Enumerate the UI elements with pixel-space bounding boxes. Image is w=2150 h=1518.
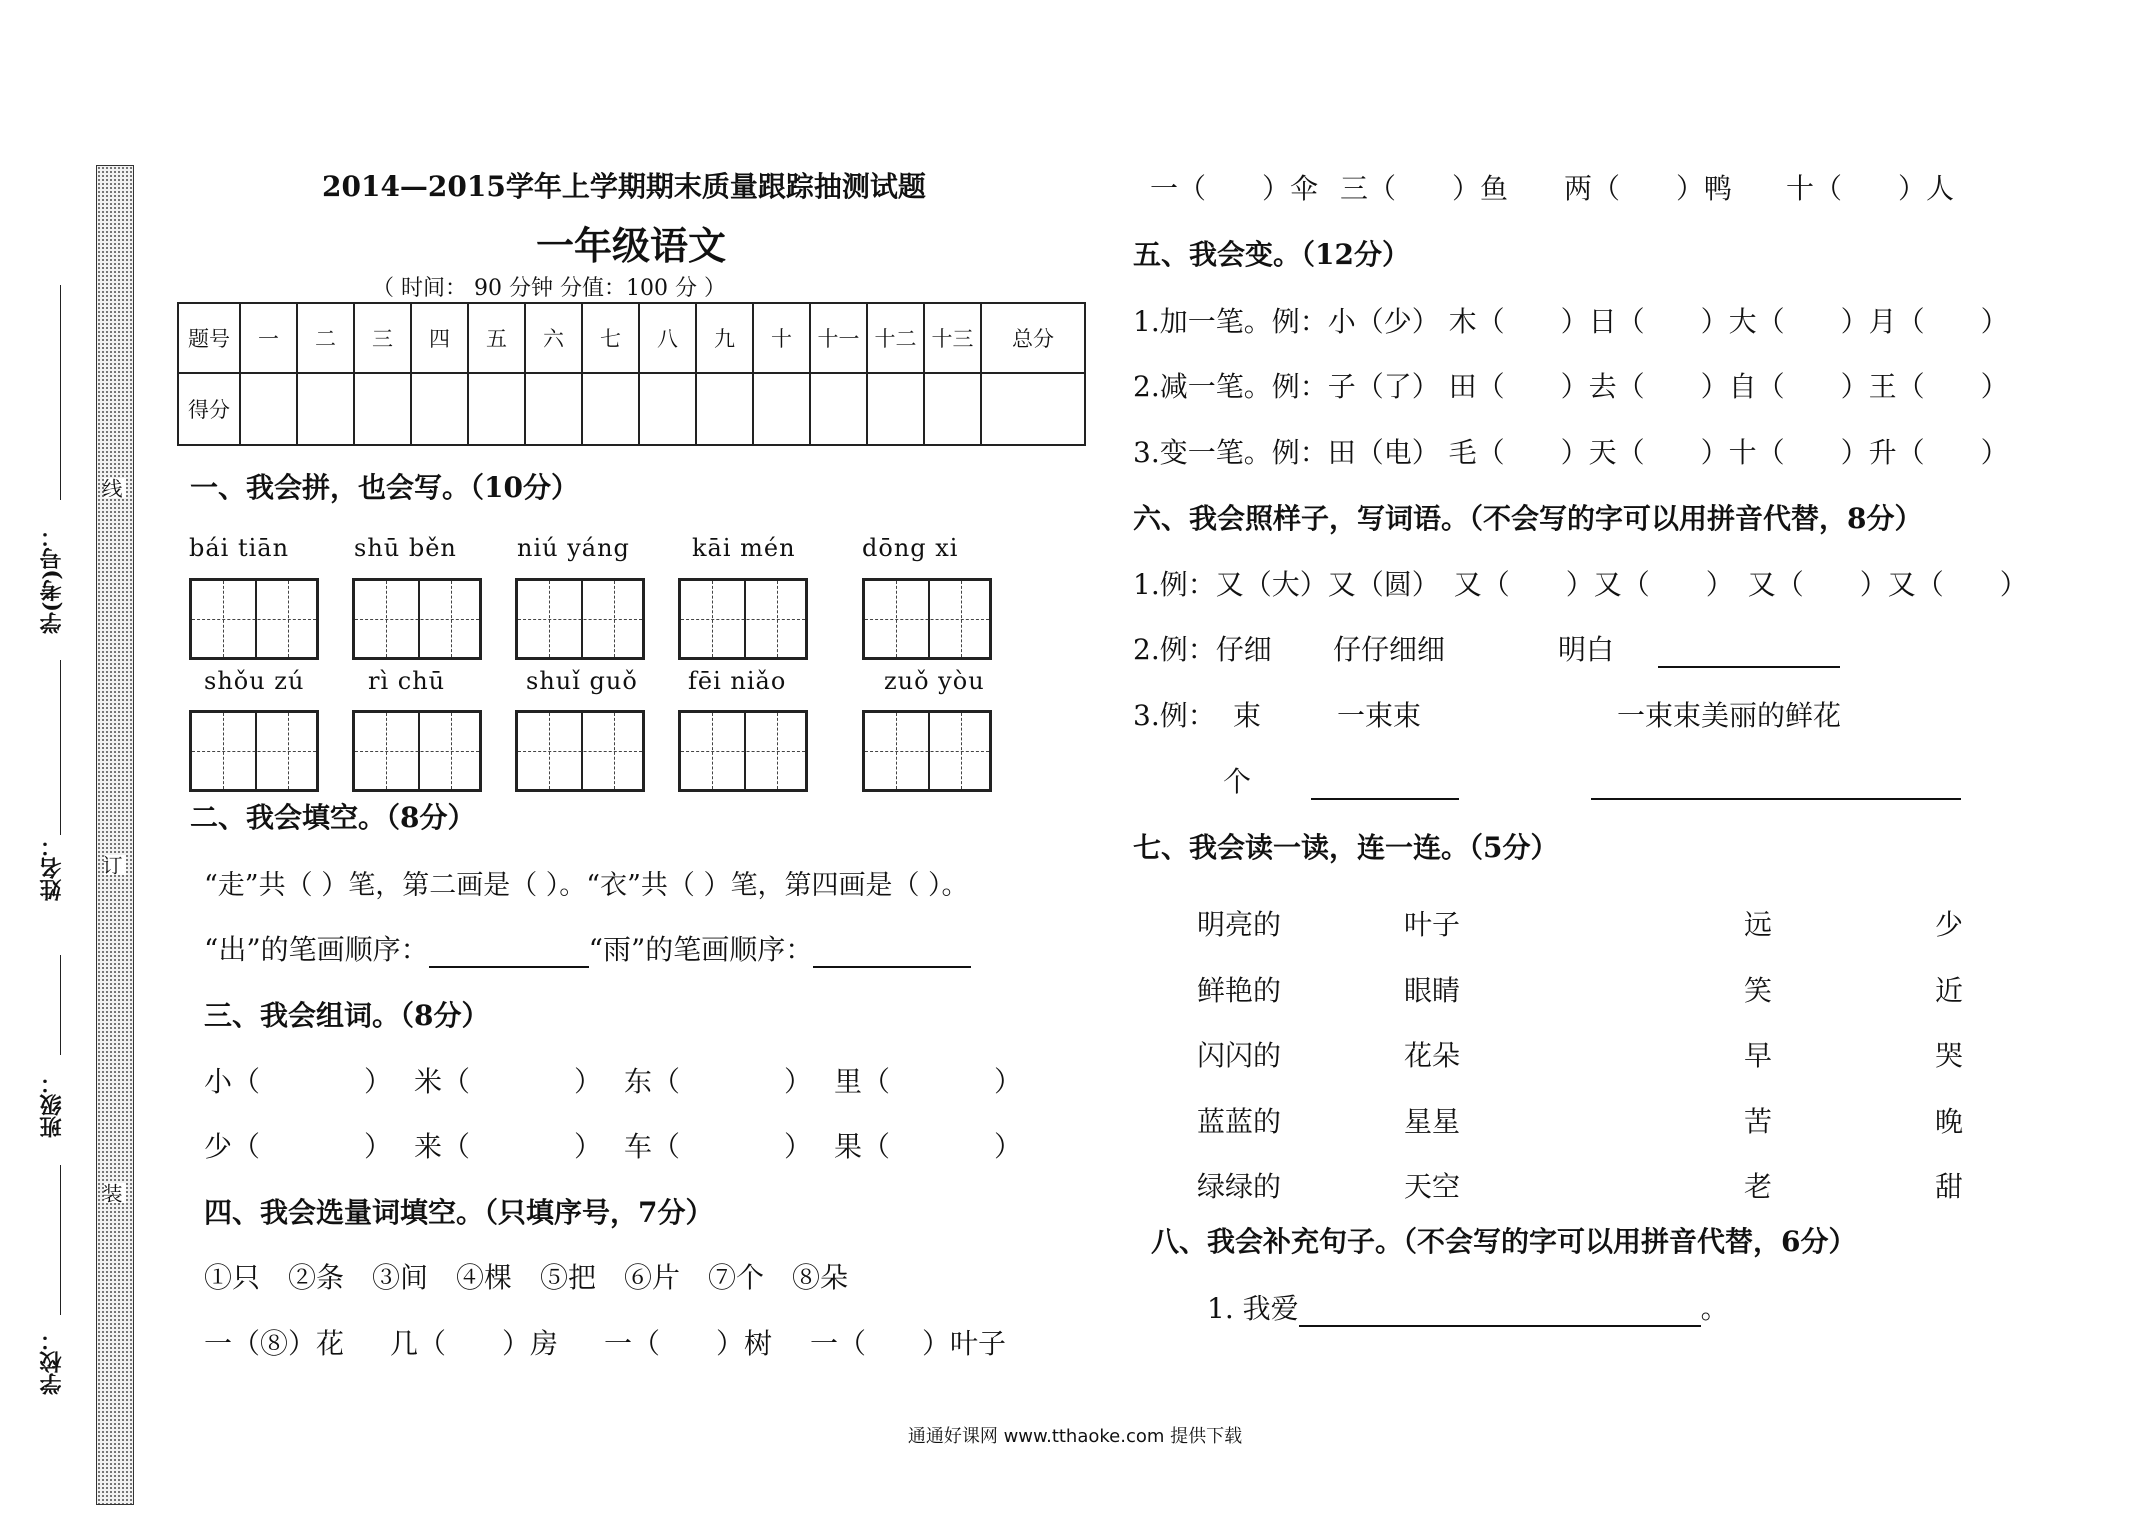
section-1-heading: 一、我会拼，也会写。（10分） <box>190 471 579 504</box>
pinyin-label: niú yáng <box>517 534 630 562</box>
school-line <box>60 1165 61 1315</box>
score-cell[interactable] <box>525 373 582 445</box>
score-cell[interactable] <box>354 373 411 445</box>
score-col-11: 十一 <box>810 303 867 373</box>
score-col-3: 三 <box>354 303 411 373</box>
match-item[interactable]: 甜 <box>1935 1170 1964 1203</box>
score-cell[interactable] <box>867 373 924 445</box>
match-item[interactable]: 近 <box>1935 973 1964 1007</box>
writing-grid-box[interactable] <box>678 578 808 660</box>
match-item[interactable]: 明亮的 <box>1197 908 1282 941</box>
match-item[interactable]: 老 <box>1744 1170 1773 1203</box>
score-cell[interactable] <box>639 373 696 445</box>
writing-grid-box[interactable] <box>189 578 319 660</box>
binding-word-staple: 订 <box>104 855 126 875</box>
answer-blank[interactable] <box>1591 768 1961 800</box>
score-cell[interactable] <box>810 373 867 445</box>
match-item[interactable]: 天空 <box>1404 1170 1461 1203</box>
score-col-6: 六 <box>525 303 582 373</box>
score-cell[interactable] <box>411 373 468 445</box>
remove-stroke-question: 2.减一笔。例：子（了） 田（ ）去（ ）自（ ）王（ ） <box>1133 370 2009 403</box>
writing-grid-box[interactable] <box>352 710 482 792</box>
score-col-13: 十三 <box>924 303 981 373</box>
score-col-2: 二 <box>297 303 354 373</box>
pinyin-label: fēi niǎo <box>688 667 787 695</box>
match-item[interactable]: 绿绿的 <box>1197 1170 1282 1203</box>
pinyin-label: bái tiān <box>189 534 290 562</box>
word-group-row: 小（ ） 米（ ） 东（ ） 里（ ） <box>204 1065 1023 1098</box>
score-col-9: 九 <box>696 303 753 373</box>
section-3-heading: 三、我会组词。（8分） <box>204 999 490 1032</box>
writing-grid-box[interactable] <box>189 710 319 792</box>
complete-sentence-question: 1. 我爱 。 <box>1207 1292 1729 1325</box>
match-item[interactable]: 笑 <box>1744 973 1773 1007</box>
match-item[interactable]: 少 <box>1935 908 1964 941</box>
score-col-4: 四 <box>411 303 468 373</box>
match-item[interactable]: 星星 <box>1404 1104 1461 1138</box>
match-item[interactable]: 鲜艳的 <box>1197 973 1282 1007</box>
match-item[interactable]: 早 <box>1744 1039 1773 1072</box>
page-footer: 通通好课网 www.tthaoke.com 提供下载 <box>907 1426 1243 1447</box>
writing-grid-box[interactable] <box>515 578 645 660</box>
score-cell[interactable] <box>582 373 639 445</box>
match-column-antonyms-right <box>1935 892 1963 1220</box>
name-line <box>60 660 61 835</box>
pinyin-label: shū běn <box>354 534 457 562</box>
exam-meta: （ 时间： 90 分钟 分值：100 分 ） <box>372 276 726 301</box>
exam-title: 2014—2015学年上学期期末质量跟踪抽测试题 <box>322 170 926 203</box>
score-row-label: 题号 <box>178 303 240 373</box>
score-col-5: 五 <box>468 303 525 373</box>
answer-blank[interactable] <box>429 936 589 968</box>
pattern-question-3-answer: 个 <box>1223 760 1961 800</box>
add-stroke-question: 1.加一笔。例：小（少） 木（ ）日（ ）大（ ）月（ ） <box>1133 305 2009 338</box>
match-item[interactable]: 叶子 <box>1404 908 1461 941</box>
measure-word-options: ①只 ②条 ③间 ④棵 ⑤把 ⑥片 ⑦个 ⑧朵 <box>204 1261 849 1294</box>
word-group-row: 少（ ） 来（ ） 车（ ） 果（ ） <box>204 1130 1023 1163</box>
score-cell[interactable] <box>468 373 525 445</box>
class-label: 班级： <box>39 1072 65 1138</box>
score-col-8: 八 <box>639 303 696 373</box>
score-cell[interactable] <box>753 373 810 445</box>
measure-word-row: 一（⑧）花 几（ ）房 一（ ）树 一（ ）叶子 <box>204 1327 1007 1360</box>
stroke-order-label-yu: “雨”的笔画顺序： <box>588 933 814 966</box>
score-cell[interactable] <box>696 373 753 445</box>
writing-grid-box[interactable] <box>678 710 808 792</box>
pinyin-label: shuǐ guǒ <box>526 667 638 695</box>
match-item[interactable]: 苦 <box>1744 1104 1773 1138</box>
name-label: 姓名： <box>39 835 65 901</box>
score-table-score-row <box>178 373 1085 445</box>
section-8-heading: 八、我会补充句子。（不会写的字可以用拼音代替，6分） <box>1151 1225 1857 1258</box>
score-col-total: 总分 <box>981 303 1085 373</box>
match-item[interactable]: 哭 <box>1935 1039 1964 1072</box>
match-item[interactable]: 远 <box>1744 908 1773 941</box>
binding-word-bind: 装 <box>104 1183 126 1203</box>
score-cell[interactable] <box>924 373 981 445</box>
change-stroke-question: 3.变一笔。例：田（电） 毛（ ）天（ ）十（ ）升（ ） <box>1133 436 2009 469</box>
score-col-12: 十二 <box>867 303 924 373</box>
match-item[interactable]: 晚 <box>1935 1104 1964 1138</box>
section-6-heading: 六、我会照样子，写词语。（不会写的字可以用拼音代替，8分） <box>1133 502 1923 535</box>
measure-word-row: 一（ ）伞 三（ ）鱼 两（ ）鸭 十（ ）人 <box>1150 172 1955 205</box>
stroke-order-label-chu: “出”的笔画顺序： <box>204 933 429 966</box>
pattern-question-3: 3.例： 束 一束束 一束束美丽的鲜花 <box>1133 699 1842 732</box>
score-col-1: 一 <box>240 303 297 373</box>
score-col-10: 十 <box>753 303 810 373</box>
score-cell-total[interactable] <box>981 373 1085 445</box>
pinyin-label: zuǒ yòu <box>884 667 985 695</box>
section-7-heading: 七、我会读一读，连一连。（5分） <box>1133 831 1559 864</box>
answer-blank[interactable] <box>1658 636 1840 668</box>
exam-no-line <box>60 285 61 500</box>
stroke-order-question <box>204 928 971 968</box>
answer-blank[interactable] <box>1311 768 1459 800</box>
answer-blank[interactable] <box>813 936 971 968</box>
writing-grid-box[interactable] <box>352 578 482 660</box>
pinyin-label: dōng xi <box>862 534 959 562</box>
class-line <box>60 955 61 1055</box>
school-label: 学校： <box>39 1329 65 1395</box>
writing-grid-box[interactable] <box>862 578 992 660</box>
match-column-nouns <box>1404 892 1460 1220</box>
match-item[interactable]: 闪闪的 <box>1197 1039 1282 1072</box>
match-item[interactable]: 蓝蓝的 <box>1197 1104 1282 1138</box>
binding-word-line: 线 <box>104 478 126 498</box>
section-4-heading: 四、我会选量词填空。（只填序号，7分） <box>204 1196 714 1229</box>
pattern-question-2: 2.例：仔细 仔仔细细 明白 <box>1133 628 1840 668</box>
pinyin-label: shǒu zú <box>204 667 305 695</box>
writing-grid-box[interactable] <box>862 710 992 792</box>
exam-no-label: 学(考)号： <box>39 525 65 635</box>
stroke-count-question: “走”共（ ）笔，第二画是（ ）。“衣”共（ ）笔，第四画是（ ）。 <box>204 870 969 901</box>
section-5-heading: 五、我会变。（12分） <box>1133 238 1410 271</box>
answer-blank[interactable] <box>1299 1295 1701 1327</box>
pinyin-label: rì chū <box>368 667 446 695</box>
score-table-header-row <box>178 303 1085 373</box>
score-cell[interactable] <box>297 373 354 445</box>
match-column-adjectives <box>1197 892 1281 1220</box>
score-cell[interactable] <box>240 373 297 445</box>
pinyin-label: kāi mén <box>692 534 796 562</box>
writing-grid-box[interactable] <box>515 710 645 792</box>
match-item[interactable]: 花朵 <box>1404 1039 1461 1072</box>
exam-subtitle: 一年级语文 <box>536 223 727 268</box>
score-table <box>177 302 1086 446</box>
match-column-antonyms-left <box>1744 892 1772 1220</box>
pattern-question-1: 1.例：又（大）又（圆） 又（ ）又（ ） 又（ ）又（ ） <box>1133 568 2028 601</box>
score-col-7: 七 <box>582 303 639 373</box>
match-item[interactable]: 眼睛 <box>1404 973 1461 1007</box>
score-row-label: 得分 <box>178 373 240 445</box>
binding-margin-strip <box>96 165 134 1505</box>
section-2-heading: 二、我会填空。（8分） <box>190 801 476 834</box>
